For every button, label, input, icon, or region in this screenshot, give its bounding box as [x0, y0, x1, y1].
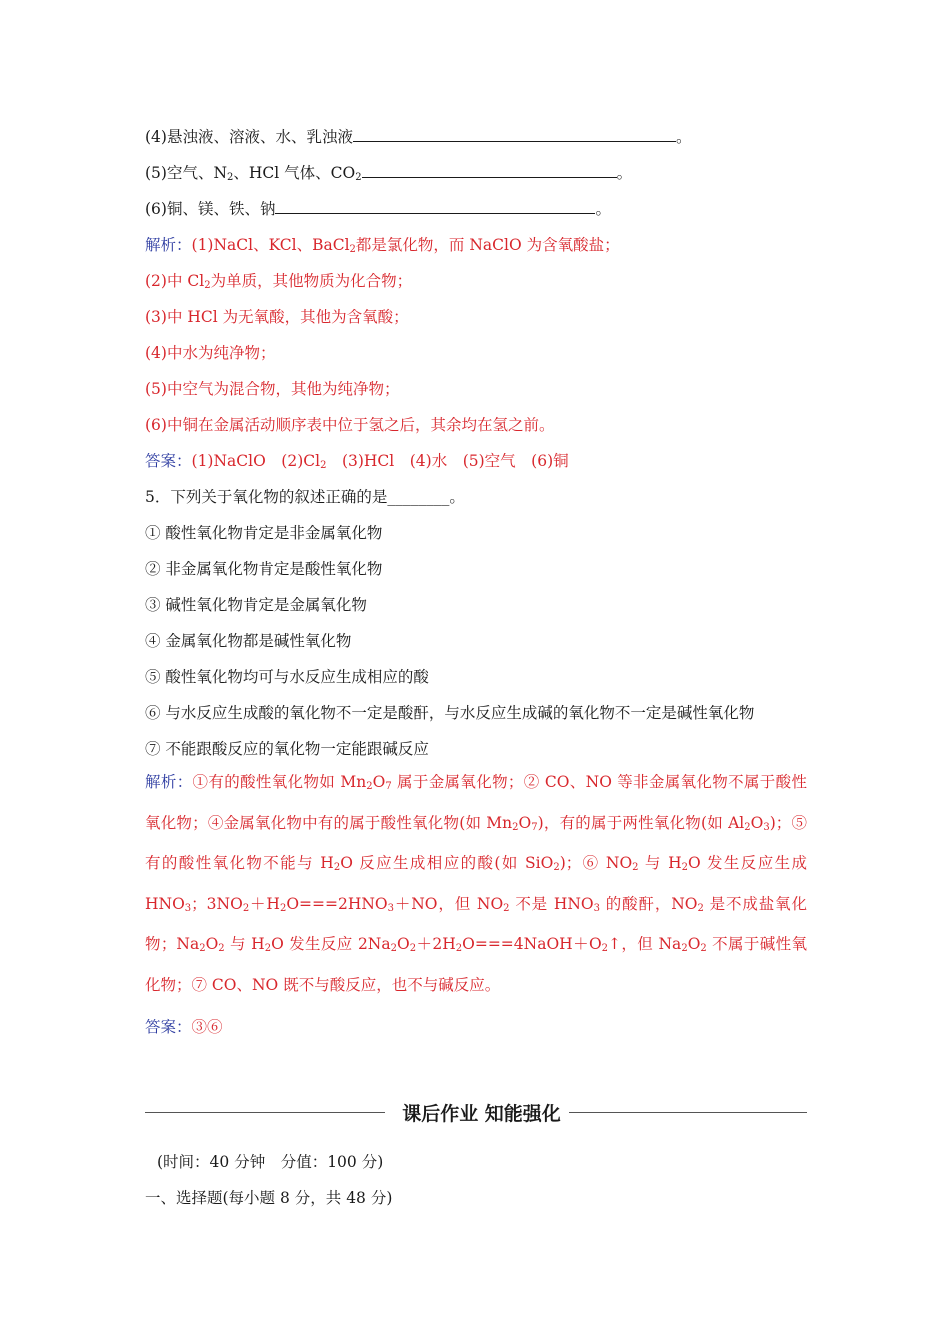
part-1-heading: 一、选择题(每小题 8 分，共 48 分) — [145, 1189, 393, 1207]
question-item-4: (4)悬浊液、溶液、水、乳浊液 。 — [145, 128, 692, 146]
analysis-1-line-3: (3)中 HCl 为无氧酸，其他为含氧酸； — [145, 308, 409, 326]
answer-blank — [353, 126, 676, 142]
question-item-5: (5)空气、$N_2$、HCl 气体、$CO_2$ 。 — [145, 164, 633, 183]
option-2: ② 非金属氧化物肯定是酸性氧化物 — [145, 560, 383, 578]
exam-meta: (时间：40 分钟 分值：100 分) — [157, 1153, 384, 1171]
answer-blank — [275, 198, 595, 214]
analysis-1-line-6: (6)中铜在金属活动顺序表中位于氢之后，其余均在氢之前。 — [145, 416, 555, 434]
divider — [145, 1112, 385, 1113]
answer-1: 答案：(1)NaClO $(2)Cl_2$ (3)HCl (4)水 (5)空气 (6)铜 — [145, 452, 569, 471]
answer-2: 答案：③⑥ — [145, 1018, 223, 1036]
option-6: ⑥ 与水反应生成酸的氧化物不一定是酸酐，与水反应生成碱的氧化物不一定是碱性氧化物 — [145, 704, 755, 722]
divider — [569, 1112, 807, 1113]
answer-blank — [362, 162, 617, 178]
option-5: ⑤ 酸性氧化物均可与水反应生成相应的酸 — [145, 668, 429, 686]
option-4: ④ 金属氧化物都是碱性氧化物 — [145, 632, 352, 650]
option-7: ⑦ 不能跟酸反应的氧化物一定能跟碱反应 — [145, 740, 429, 758]
analysis-1-line-2: (2)中 $Cl_2$为单质，其他物质为化合物； — [145, 272, 413, 291]
analysis-2: 解析：①有的酸性氧化物如 $Mn_2O_7$ 属于金属氧化物；② CO、NO 等非金属氧化物不属于酸性氧化物；④金属氧化物中有的属于酸性氧化物(如 $Mn_2O_7$)，有的属于两性氧化物(如 $Al_2O_3$)；⑤有的酸性氧化物不能与 $H_2O$ 反应生成相应的酸(如 SiO$_2$)；⑥ $NO_2$ 与 $H_2O$ 发生反应生成 $HNO_3$；$3NO_2+H_2O===2HNO_3+NO$，但 $NO_2$ 不是 $HNO_3$ 的酸酐，$NO_2$ 是不成盐氧化物；$Na_2O_2$ 与 $H_2O$ 发生反应 $2Na_2O_2+2H_2O===4NaOH+O_2↑$，但 $Na_2O_2$ 不属于碱性氧化物；⑦ CO、NO 既不与酸反应，也不与碱反应。 — [145, 773, 808, 994]
analysis-label: 解析： — [145, 236, 192, 254]
answer-label: 答案： — [145, 1018, 192, 1036]
analysis-1-line-1: 解析：(1)NaCl、KCl、BaCl$_2$都是氯化物，而 NaClO 为含氧酸盐； — [145, 236, 620, 255]
question-item-6: (6)铜、镁、铁、钠 。 — [145, 200, 611, 218]
analysis-1-line-5: (5)中空气为混合物，其他为纯净物； — [145, 380, 400, 398]
analysis-1-line-4: (4)中水为纯净物； — [145, 344, 276, 362]
analysis-label: 解析： — [145, 773, 193, 791]
section-title: 课后作业 知能强化 — [402, 1103, 561, 1125]
answer-label: 答案： — [145, 452, 192, 470]
option-1: ① 酸性氧化物肯定是非金属氧化物 — [145, 524, 383, 542]
section-header — [145, 1096, 807, 1128]
question-5-stem: 5．下列关于氧化物的叙述正确的是________。 — [145, 488, 465, 506]
option-3: ③ 碱性氧化物肯定是金属氧化物 — [145, 596, 367, 614]
